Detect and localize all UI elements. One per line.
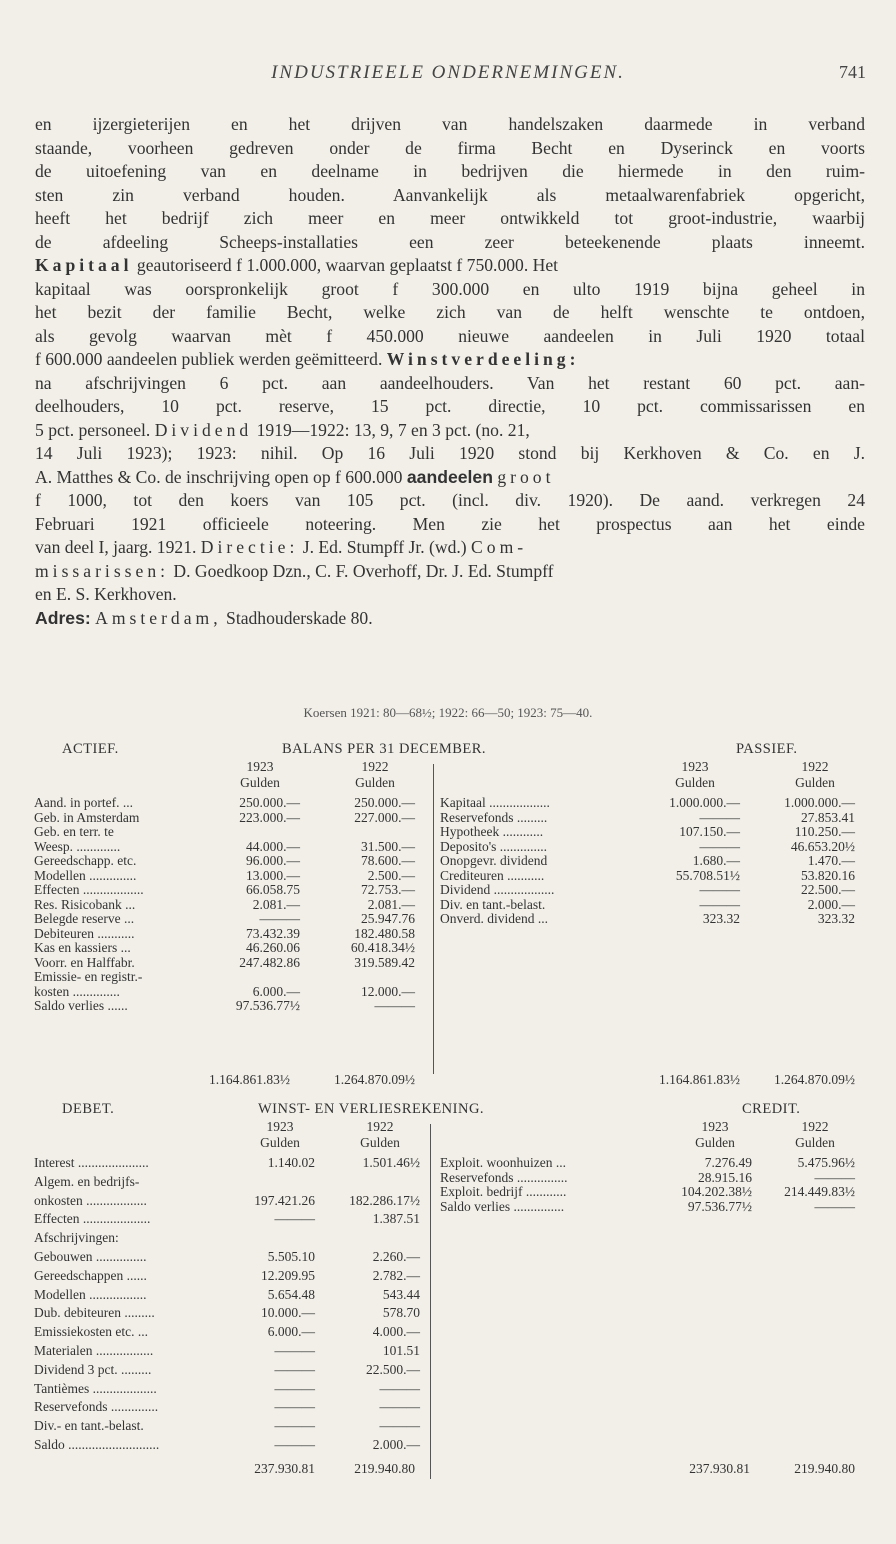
row-value-1922: 323.32 — [817, 911, 855, 926]
row-value-1923: 197.421.26 — [254, 1192, 315, 1208]
row-label: Res. Risicobank ... — [34, 896, 136, 912]
row-value-1922: ——— — [374, 998, 415, 1013]
table-row — [0, 1231, 896, 1246]
table-row — [0, 1382, 896, 1397]
row-label: Onopgevr. dividend — [440, 853, 548, 868]
body-line: na afschrijvingen 6 pct. aan aandeelhouders. Van het restant 60 pct. aan- — [35, 372, 865, 393]
row-label: Reservefonds ......... — [440, 809, 548, 825]
row-value-1923: 6.000.— — [252, 983, 300, 999]
row-value-1922: 1.387.51 — [372, 1211, 420, 1227]
row-value-1922: 4.000.— — [372, 1324, 420, 1340]
row-value-1922: 46.653.20½ — [790, 838, 855, 854]
unit-header: Gulden — [695, 1135, 735, 1150]
row-label: Debiteuren ........... — [34, 925, 135, 941]
body-line: deelhouders, 10 pct. reserve, 15 pct. directie, 10 pct. commissarissen en — [35, 396, 865, 416]
table-row — [0, 1306, 896, 1321]
row-value-1923: ——— — [699, 809, 740, 825]
table-row — [0, 941, 896, 956]
table-row — [0, 1419, 896, 1434]
body-line: en ijzergieterijen en het drijven van handelszaken daarmede in verband — [35, 114, 865, 134]
table-row — [0, 1200, 896, 1215]
row-label: onkosten .................. — [34, 1192, 147, 1208]
row-value-1922: ——— — [379, 1418, 420, 1434]
table-row — [0, 1325, 896, 1340]
line-text: van deel I, jaarg. 1921. — [35, 537, 197, 557]
line-text: 1919—1922: 13, 9, 7 en 3 pct. (no. 21, — [256, 419, 530, 440]
body-line: de afdeeling Scheeps-installaties een zeer beteekenende plaats inneemt. — [35, 231, 865, 252]
table-row — [0, 927, 896, 942]
row-value-1922: 182.286.17½ — [349, 1192, 420, 1208]
table-row — [0, 1156, 896, 1171]
table-row — [0, 1288, 896, 1303]
row-label: Kapitaal .................. — [440, 795, 550, 810]
line-text: f 600.000 aandeelen publiek werden geëmitteerd. — [35, 349, 383, 369]
row-value-1922: 2.000.— — [372, 1437, 420, 1452]
row-value-1922: 2.260.— — [372, 1249, 420, 1264]
table-row — [0, 999, 896, 1014]
running-title: INDUSTRIEELE ONDERNEMINGEN. — [271, 62, 625, 83]
body-line — [35, 560, 865, 584]
unit-header: Gulden — [795, 775, 835, 790]
year-header: 1922 — [801, 1119, 829, 1134]
row-value-1923: ——— — [699, 896, 740, 912]
row-value-1922: 250.000.— — [354, 795, 415, 810]
passief-label: PASSIEF. — [736, 741, 798, 757]
year-header: 1923 — [266, 1119, 294, 1134]
row-label: Gereedschappen ...... — [34, 1267, 147, 1283]
body-line — [35, 254, 865, 278]
body-line — [35, 419, 865, 443]
debet-label: DEBET. — [62, 1101, 115, 1117]
kapitaal-text: geautoriseerd f 1.000.000, waarvan geplaatst f 750.000. Het — [136, 255, 559, 275]
credit-total-1923: 237.930.81 — [689, 1461, 750, 1476]
year-header: 1922 — [366, 1119, 394, 1134]
row-value-1923: 96.000.— — [246, 853, 300, 868]
row-value-1923: 5.654.48 — [267, 1286, 315, 1302]
row-label: Algem. en bedrijfs- — [34, 1173, 140, 1189]
table-row — [0, 1269, 896, 1284]
row-value-1923: 250.000.— — [239, 795, 300, 810]
groot-label: groot — [497, 466, 555, 487]
row-value-1923: 247.482.86 — [239, 954, 300, 970]
winst-table — [0, 1100, 896, 1480]
commissarissen-label: Com- — [471, 537, 528, 557]
row-value-1922: 22.500.— — [801, 882, 855, 897]
row-value-1923: 7.276.49 — [704, 1155, 752, 1170]
passief-total-1922: 1.264.870.09½ — [774, 1072, 855, 1087]
aandeelen-label: aandeelen — [406, 466, 493, 487]
row-value-1923: ——— — [274, 1418, 315, 1434]
row-value-1922: 182.480.58 — [354, 925, 415, 941]
table-row — [0, 825, 896, 840]
row-label: Gebouwen ............... — [34, 1249, 147, 1264]
row-label: Aand. in portef. ... — [34, 795, 133, 810]
row-value-1923: ——— — [274, 1399, 315, 1415]
directie-label: Directie: — [200, 537, 299, 557]
table-row — [0, 883, 896, 898]
row-label: Belegde reserve ... — [34, 911, 135, 926]
row-label: Weesp. ............. — [34, 838, 121, 854]
table-row — [0, 970, 896, 985]
row-value-1922: 5.475.96½ — [797, 1155, 855, 1170]
body-line: staande, voorheen gedreven onder de firma Becht en Dyserinck en voorts — [35, 137, 865, 158]
actief-total-1923: 1.164.861.83½ — [209, 1072, 290, 1087]
row-value-1923: 1.680.— — [692, 853, 740, 868]
row-value-1922: 2.782.— — [372, 1267, 420, 1283]
unit-header: Gulden — [675, 775, 715, 790]
winst-title: WINST- EN VERLIESREKENING. — [258, 1101, 485, 1117]
body-line: Februari 1921 officieele noteering. Men zie het prospectus aan het einde — [35, 513, 865, 534]
row-label: Saldo verlies ............... — [440, 1198, 565, 1214]
actief-label: ACTIEF. — [62, 741, 119, 757]
row-value-1922: 53.820.16 — [801, 867, 855, 883]
row-value-1922: 1.501.46½ — [362, 1155, 420, 1170]
row-value-1923: ——— — [699, 838, 740, 854]
row-value-1923: 10.000.— — [261, 1305, 315, 1321]
table-row — [0, 985, 896, 1000]
row-label: Reservefonds .............. — [34, 1399, 159, 1415]
adres-line — [35, 607, 865, 631]
commissarissen-label-cont: missarissen: — [35, 560, 170, 581]
row-value-1923: ——— — [274, 1361, 315, 1377]
row-value-1923: 97.536.77½ — [235, 998, 300, 1013]
row-label: Emissie- en registr.- — [34, 969, 143, 984]
table-row — [0, 854, 896, 869]
actief-total-1922: 1.264.870.09½ — [334, 1072, 415, 1087]
row-label: Geb. en terr. te — [34, 824, 114, 839]
body-line: sten zin verband houden. Aanvankelijk als metaalwarenfabriek opgericht, — [35, 184, 865, 205]
unit-header: Gulden — [355, 775, 395, 790]
row-label: Tantièmes ................... — [34, 1380, 157, 1396]
row-value-1923: 66.058.75 — [246, 882, 300, 897]
line-text: J. Ed. Stumpff Jr. (wd.) — [302, 537, 467, 557]
row-label: Dividend .................. — [440, 882, 555, 897]
row-value-1923: 104.202.38½ — [681, 1184, 752, 1199]
row-label: Effecten .................. — [34, 882, 144, 897]
row-value-1923: 55.708.51½ — [675, 867, 740, 883]
row-value-1923: 97.536.77½ — [687, 1198, 752, 1214]
row-label: Materialen ................. — [34, 1343, 154, 1358]
row-label: Gereedschapp. etc. — [34, 853, 137, 868]
row-value-1922: 60.418.34½ — [350, 940, 415, 955]
row-label: Div. en tant.-belast. — [440, 896, 546, 912]
table-row — [0, 1438, 896, 1453]
row-value-1922: 214.449.83½ — [784, 1184, 855, 1199]
table-row — [0, 1344, 896, 1359]
year-header: 1923 — [701, 1119, 729, 1134]
body-line: en E. S. Kerkhoven. — [35, 584, 177, 604]
row-value-1923: 323.32 — [702, 911, 740, 926]
row-value-1923: 223.000.— — [239, 809, 300, 825]
row-value-1923: 73.432.39 — [246, 925, 300, 941]
row-value-1923: 12.209.95 — [261, 1267, 315, 1283]
adres-street: Stadhouderskade 80. — [226, 607, 373, 628]
row-value-1922: 22.500.— — [366, 1361, 420, 1377]
table-row — [0, 796, 896, 811]
unit-header: Gulden — [360, 1135, 400, 1150]
table-row — [0, 1212, 896, 1227]
balans-table — [0, 740, 896, 1090]
row-value-1923: 2.081.— — [252, 896, 300, 912]
row-value-1923: ——— — [699, 882, 740, 897]
credit-total-1922: 219.940.80 — [794, 1461, 855, 1476]
year-header: 1923 — [681, 759, 709, 774]
row-value-1922: 25.947.76 — [361, 911, 415, 926]
row-value-1923: 1.140.02 — [267, 1155, 315, 1170]
row-label: Modellen ................. — [34, 1286, 147, 1302]
body-line — [35, 536, 865, 560]
row-value-1923: 46.260.06 — [246, 940, 300, 955]
row-label: Geb. in Amsterdam — [34, 809, 140, 825]
body-line — [35, 466, 865, 490]
row-label: Saldo ........................... — [34, 1437, 160, 1452]
koersen-line: Koersen 1921: 80—68½; 1922: 66—50; 1923: 75—40. — [303, 705, 593, 720]
page-number: 741 — [839, 62, 866, 82]
row-value-1923: ——— — [274, 1437, 315, 1452]
row-value-1923: 107.150.— — [679, 824, 740, 839]
row-label: Deposito's .............. — [440, 838, 548, 854]
row-value-1922: 2.081.— — [367, 896, 415, 912]
unit-header: Gulden — [795, 1135, 835, 1150]
row-value-1923: 13.000.— — [246, 867, 300, 883]
dividend-label: Dividend — [154, 419, 253, 440]
row-value-1922: 543.44 — [382, 1286, 420, 1302]
table-row — [0, 1400, 896, 1415]
row-value-1923: 6.000.— — [267, 1324, 315, 1340]
table-row — [0, 1185, 896, 1200]
row-value-1922: 2.000.— — [807, 896, 855, 912]
row-value-1923: ——— — [259, 911, 300, 926]
credit-label: CREDIT. — [742, 1101, 801, 1117]
row-label: Kas en kassiers ... — [34, 940, 131, 955]
row-label: Div.- en tant.-belast. — [34, 1418, 144, 1434]
year-header: 1922 — [801, 759, 829, 774]
row-value-1922: ——— — [814, 1198, 855, 1214]
row-label: Afschrijvingen: — [34, 1230, 119, 1246]
debet-total-1922: 219.940.80 — [354, 1461, 415, 1476]
row-value-1922: 319.589.42 — [354, 954, 415, 970]
running-header — [0, 62, 896, 88]
table-row — [0, 912, 896, 927]
winstverdeeling-label: Winstverdeeling: — [386, 349, 580, 369]
row-label: Reservefonds ............... — [440, 1169, 568, 1185]
row-label: Exploit. bedrijf ............ — [440, 1184, 567, 1199]
row-label: Dividend 3 pct. ......... — [34, 1361, 152, 1377]
unit-header: Gulden — [240, 775, 280, 790]
row-label: Dub. debiteuren ......... — [34, 1305, 155, 1321]
row-value-1923: 28.915.16 — [698, 1169, 752, 1185]
row-label: Emissiekosten etc. ... — [34, 1324, 148, 1340]
row-label: Effecten .................... — [34, 1211, 151, 1227]
row-label: Voorr. en Halffabr. — [34, 954, 135, 970]
row-value-1922: 12.000.— — [361, 983, 415, 999]
body-line: 14 Juli 1923); 1923: nihil. Op 16 Juli 1920 stond bij Kerkhoven & Co. en J. — [35, 443, 865, 463]
row-value-1922: ——— — [379, 1399, 420, 1415]
row-label: Modellen .............. — [34, 867, 137, 883]
body-line: als gevolg waarvan mèt f 450.000 nieuwe aandeelen in Juli 1920 totaal — [35, 325, 865, 346]
table-row — [0, 1363, 896, 1378]
row-value-1922: 2.500.— — [367, 867, 415, 883]
year-header: 1922 — [361, 759, 389, 774]
line-text: A. Matthes & Co. de inschrijving open op f 600.000 — [35, 466, 403, 487]
year-header: 1923 — [246, 759, 274, 774]
body-line: het bezit der familie Becht, welke zich van de helft wenschte te ontdoen, — [35, 302, 865, 322]
line-text: 5 pct. personeel. — [35, 419, 151, 440]
row-value-1922: 101.51 — [382, 1343, 420, 1358]
row-value-1922: 31.500.— — [361, 838, 415, 854]
row-value-1923: 5.505.10 — [267, 1249, 315, 1264]
row-label: Interest ..................... — [34, 1155, 149, 1170]
row-label: kosten .............. — [34, 983, 120, 999]
adres-city: Amsterdam, — [95, 607, 222, 628]
row-value-1923: 1.000.000.— — [669, 795, 740, 810]
row-value-1922: 72.753.— — [361, 882, 415, 897]
row-label: Exploit. woonhuizen ... — [440, 1155, 566, 1170]
body-text — [35, 113, 865, 630]
passief-total-1923: 1.164.861.83½ — [659, 1072, 740, 1087]
row-label: Onverd. dividend ... — [440, 911, 548, 926]
row-value-1922: 578.70 — [382, 1305, 420, 1321]
body-line: kapitaal was oorspronkelijk groot f 300.000 en ulto 1919 bijna geheel in — [35, 278, 865, 299]
row-value-1923: ——— — [274, 1211, 315, 1227]
kapitaal-label: Kapitaal — [35, 255, 133, 275]
row-value-1923: 44.000.— — [246, 838, 300, 854]
adres-label: Adres: — [35, 607, 91, 628]
row-label: Crediteuren ........... — [440, 867, 545, 883]
row-value-1922: ——— — [379, 1380, 420, 1396]
balans-title: BALANS PER 31 DECEMBER. — [282, 741, 487, 757]
body-line — [35, 348, 865, 372]
line-text: D. Goedkoop Dzn., C. F. Overhoff, Dr. J. Ed. Stumpff — [173, 560, 554, 581]
unit-header: Gulden — [260, 1135, 300, 1150]
row-value-1923: ——— — [274, 1343, 315, 1358]
body-line: f 1000, tot den koers van 105 pct. (incl. div. 1920). De aand. verkregen 24 — [35, 490, 865, 510]
row-value-1922: 227.000.— — [354, 809, 415, 825]
row-value-1922: 78.600.— — [361, 853, 415, 868]
body-line: heeft het bedrijf zich meer en meer ontwikkeld tot groot-industrie, waarbij — [35, 208, 865, 228]
body-line: de uitoefening van en deelname in bedrijven die hiermede in den ruim- — [35, 161, 865, 181]
row-label: Saldo verlies ...... — [34, 998, 128, 1013]
row-label: Hypotheek ............ — [440, 824, 544, 839]
row-value-1922: 1.000.000.— — [784, 795, 855, 810]
row-value-1922: 27.853.41 — [801, 809, 855, 825]
row-value-1922: 1.470.— — [807, 853, 855, 868]
row-value-1922: ——— — [814, 1169, 855, 1185]
row-value-1922: 110.250.— — [794, 824, 855, 839]
row-value-1923: ——— — [274, 1380, 315, 1396]
table-row — [0, 1250, 896, 1265]
debet-total-1923: 237.930.81 — [254, 1461, 315, 1476]
